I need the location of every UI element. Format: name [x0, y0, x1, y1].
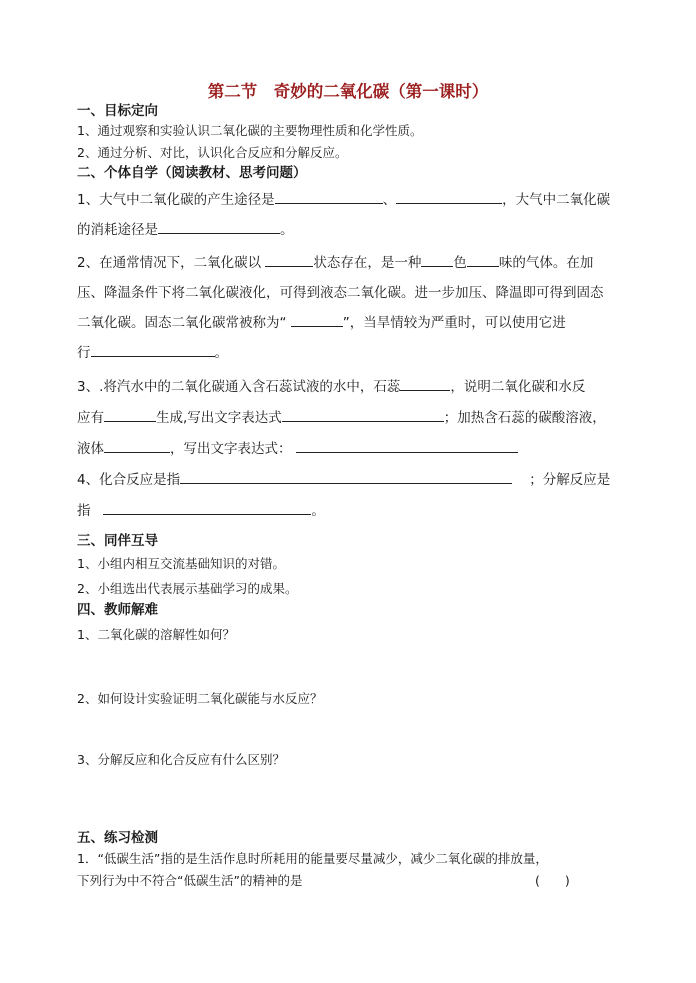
- q3-text-b: ，说明二氧化碳和水反: [450, 379, 586, 395]
- teacher-question-3: 3、分解反应和化合反应有什么区别？: [77, 752, 285, 767]
- question-2-2-line-3: [77, 314, 566, 332]
- q2-blank-smell[interactable]: [467, 254, 499, 267]
- q3-text-a: 3、.将汽水中的二氧化碳通入含石蕊试液的水中，石蕊: [77, 379, 401, 395]
- q4-text-d: 。: [311, 503, 325, 519]
- question-2-4-line-2: [77, 502, 325, 520]
- q4-blank-decomposition[interactable]: [103, 502, 311, 515]
- q1-blank-1[interactable]: [275, 191, 383, 204]
- q1-text-d: 。: [280, 222, 294, 238]
- question-2-3-line-2: [77, 409, 606, 427]
- q2-text-c: 色: [453, 255, 467, 271]
- q2-blank-state[interactable]: [265, 254, 313, 267]
- q3-blank-litmus[interactable]: [400, 378, 450, 391]
- q1-text-c: 的消耗途径是: [77, 222, 158, 238]
- practice-q1-line-2: [77, 872, 617, 890]
- q1-text-a: 1、大气中二氧化碳的产生途径是: [77, 192, 275, 208]
- peer-item-1: 1、小组内相互交流基础知识的对错。: [77, 556, 285, 571]
- q4-blank-combination[interactable]: [180, 471, 512, 484]
- q3-blank-liquid[interactable]: [104, 440, 170, 453]
- q1-sep: 、: [382, 192, 397, 208]
- question-2-3-line-1: [77, 378, 585, 396]
- q4-text-a: 4、化合反应是指: [77, 472, 181, 488]
- q4-text-c: 指: [77, 503, 91, 519]
- section-heading-practice: 五、练习检测: [77, 830, 158, 846]
- section-heading-goals: 一、目标定向: [77, 103, 158, 119]
- q2-text-d: 味的气体。在加: [498, 255, 594, 271]
- answer-parentheses[interactable]: ( ): [535, 873, 570, 888]
- q2-blank-dry-ice[interactable]: [291, 314, 343, 327]
- peer-item-2: 2、小组选出代表展示基础学习的成果。: [77, 581, 298, 596]
- section-heading-peer: 三、同伴互导: [77, 533, 158, 549]
- question-2-2-line-1: [77, 254, 593, 272]
- q4-text-b: ；分解反应是: [529, 472, 611, 488]
- question-2-4-line-1: [77, 471, 610, 489]
- q1-blank-2[interactable]: [396, 191, 502, 204]
- page-title: 第二节 奇妙的二氧化碳（第一课时）: [207, 82, 489, 101]
- q3-blank-equation-2[interactable]: [296, 440, 518, 453]
- teacher-question-1: 1、二氧化碳的溶解性如何？: [77, 627, 235, 642]
- question-2-3-line-3: [77, 440, 518, 458]
- q3-text-e: ；加热含石蕊的碳酸溶液，: [443, 410, 606, 426]
- question-2-2-line-4: [77, 344, 228, 362]
- q2-text-a: 2、在通常情况下，二氧化碳以: [77, 255, 262, 271]
- q1-text-b: ，大气中二氧化碳: [502, 192, 611, 208]
- question-2-2-line-2: 压、降温条件下将二氧化碳液化，可得到液态二氧化碳。进一步加压、降温即可得到固态: [77, 285, 604, 301]
- q3-text-d: 生成,写出文字表达式: [156, 410, 282, 426]
- q3-text-f: 液体: [77, 441, 104, 457]
- q3-text-g: ，写出文字表达式：: [170, 441, 292, 457]
- question-2-1-line-2: [77, 221, 294, 239]
- question-2-1-line-1: [77, 191, 610, 209]
- section-heading-self-study: 二、个体自学（阅读教材、思考问题）: [77, 165, 307, 181]
- q1-blank-3[interactable]: [158, 221, 280, 234]
- practice-q1-text: 下列行为中不符合“低碳生活”的精神的是: [77, 873, 303, 888]
- q2-text-b: 状态存在，是一种: [313, 255, 422, 271]
- goal-item-1: 1、通过观察和实验认识二氧化碳的主要物理性质和化学性质。: [77, 123, 423, 138]
- teacher-question-2: 2、如何设计实验证明二氧化碳能与水反应？: [77, 691, 323, 706]
- q3-blank-equation-1[interactable]: [282, 409, 444, 422]
- q3-blank-product[interactable]: [104, 409, 156, 422]
- q2-blank-color[interactable]: [421, 254, 453, 267]
- section-heading-teacher: 四、教师解难: [77, 602, 158, 618]
- goal-item-2: 2、通过分析、对比，认识化合反应和分解反应。: [77, 145, 348, 160]
- q2-blank-use[interactable]: [91, 344, 215, 357]
- q3-text-c: 应有: [77, 410, 104, 426]
- q2-text-i: 。: [214, 345, 228, 361]
- q2-text-h: 行: [77, 345, 91, 361]
- q2-text-f: 二氧化碳。固态二氧化碳常被称为“: [77, 315, 287, 331]
- practice-q1-line-1: 1．“低碳生活”指的是生活作息时所耗用的能量要尽量减少，减少二氧化碳的排放量，: [77, 851, 548, 866]
- q2-text-g: ”，当旱情较为严重时，可以使用它进: [342, 315, 566, 331]
